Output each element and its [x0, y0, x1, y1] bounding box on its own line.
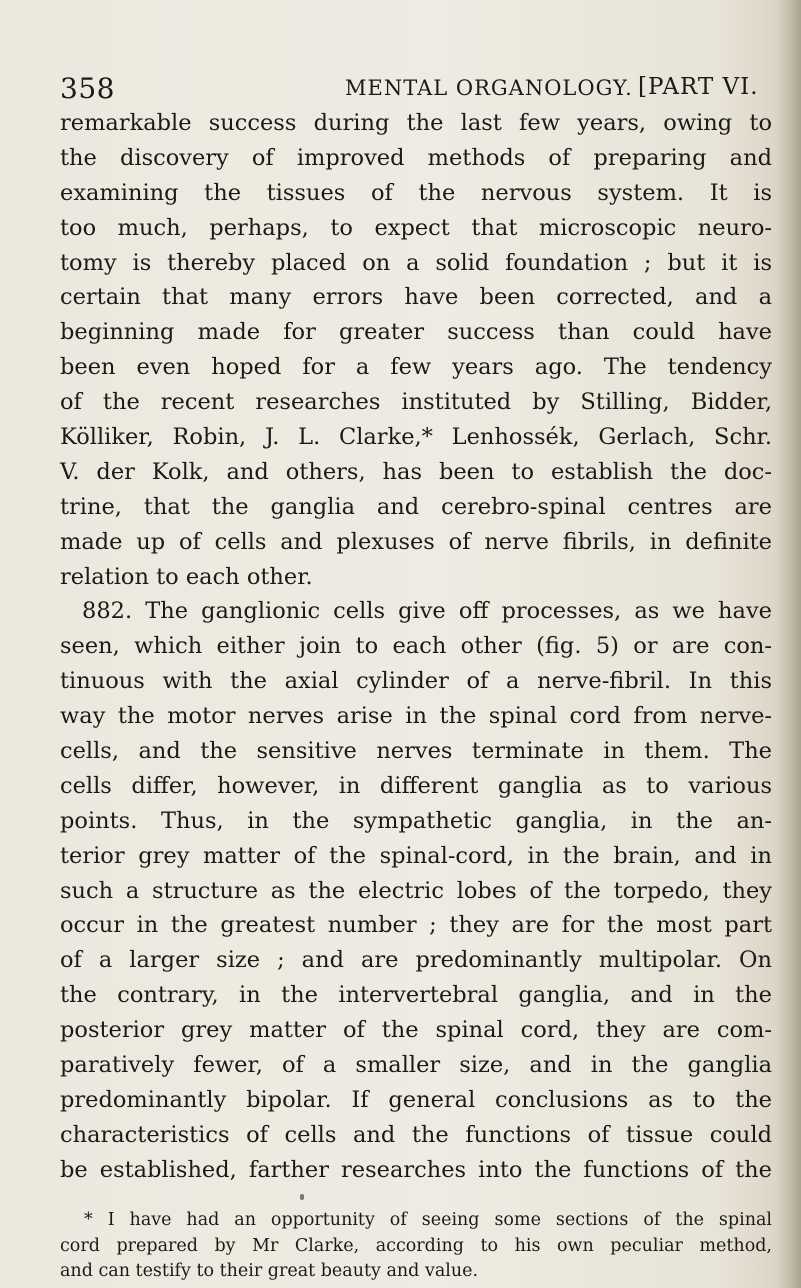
- text-line: way the motor nerves arise in the spinal cord from nerve-: [60, 703, 772, 730]
- text-line: the contrary, in the intervertebral ganglia, and in the: [60, 982, 772, 1009]
- text-line: characteristics of cells and the functions of tissue could: [60, 1121, 772, 1148]
- text-line: occur in the greatest number ; they are for the most part: [60, 912, 772, 939]
- page-number: 358: [60, 72, 115, 105]
- text-line: terior grey matter of the spinal-cord, in the brain, and in: [60, 842, 772, 869]
- text-line: remarkable success during the last few years, owing to: [60, 110, 772, 136]
- text-line: be established, farther researches into the functions of the: [60, 1156, 772, 1183]
- text-line: Kölliker, Robin, J. L. Clarke,* Lenhossék, Gerlach, Schr.: [60, 424, 772, 451]
- text-line: predominantly bipolar. If general conclusions as to the: [60, 1086, 772, 1113]
- text-line: of a larger size ; and are predominantly multipolar. On: [60, 947, 772, 974]
- text-line: posterior grey matter of the spinal cord, they are com-: [60, 1017, 772, 1044]
- text-line: examining the tissues of the nervous system. It is: [60, 179, 772, 206]
- text-line: cells differ, however, in different ganglia as to various: [60, 772, 772, 799]
- footnote-line: cord prepared by Mr Clarke, according to his own peculiar method,: [60, 1235, 772, 1256]
- footnote-line: * I have had an opportunity of seeing some sections of the spinal: [84, 1210, 772, 1230]
- text-line: V. der Kolk, and others, has been to establish the doc-: [60, 458, 772, 485]
- footnote-line: and can testify to their great beauty and value.: [60, 1261, 479, 1281]
- text-line: made up of cells and plexuses of nerve fibrils, in definite: [60, 528, 772, 555]
- text-line: trine, that the ganglia and cerebro-spinal centres are: [60, 493, 772, 520]
- text-line: points. Thus, in the sympathetic ganglia, in the an-: [60, 807, 772, 834]
- text-line: seen, which either join to each other (fig. 5) or are con-: [60, 633, 772, 660]
- part-label: [PART VI.: [638, 74, 759, 100]
- ink-speck: [300, 1194, 304, 1200]
- running-title: MENTAL ORGANOLOGY.: [345, 76, 633, 100]
- text-line: of the recent researches instituted by Stilling, Bidder,: [60, 389, 772, 416]
- footnote: [60, 1208, 772, 1285]
- text-line: tomy is thereby placed on a solid foundation ; but it is: [60, 249, 772, 276]
- page-edge-shadow: [775, 0, 801, 1288]
- text-line: cells, and the sensitive nerves terminate in them. The: [60, 738, 772, 765]
- text-line: the discovery of improved methods of preparing and: [60, 144, 772, 171]
- text-line: tinuous with the axial cylinder of a nerve-fibril. In this: [60, 668, 772, 695]
- text-line: been even hoped for a few years ago. The tendency: [60, 354, 772, 381]
- text-line: too much, perhaps, to expect that microscopic neuro-: [60, 214, 772, 241]
- text-line: paratively fewer, of a smaller size, and in the ganglia: [60, 1052, 772, 1079]
- text-line: certain that many errors have been corrected, and a: [60, 284, 772, 311]
- text-line: relation to each other.: [60, 563, 313, 590]
- text-line: beginning made for greater success than could have: [60, 319, 772, 346]
- text-line: such a structure as the electric lobes of the torpedo, they: [60, 877, 772, 904]
- paragraph-start-line: 882. The ganglionic cells give off processes, as we have: [82, 598, 772, 625]
- body-text: [60, 106, 772, 1188]
